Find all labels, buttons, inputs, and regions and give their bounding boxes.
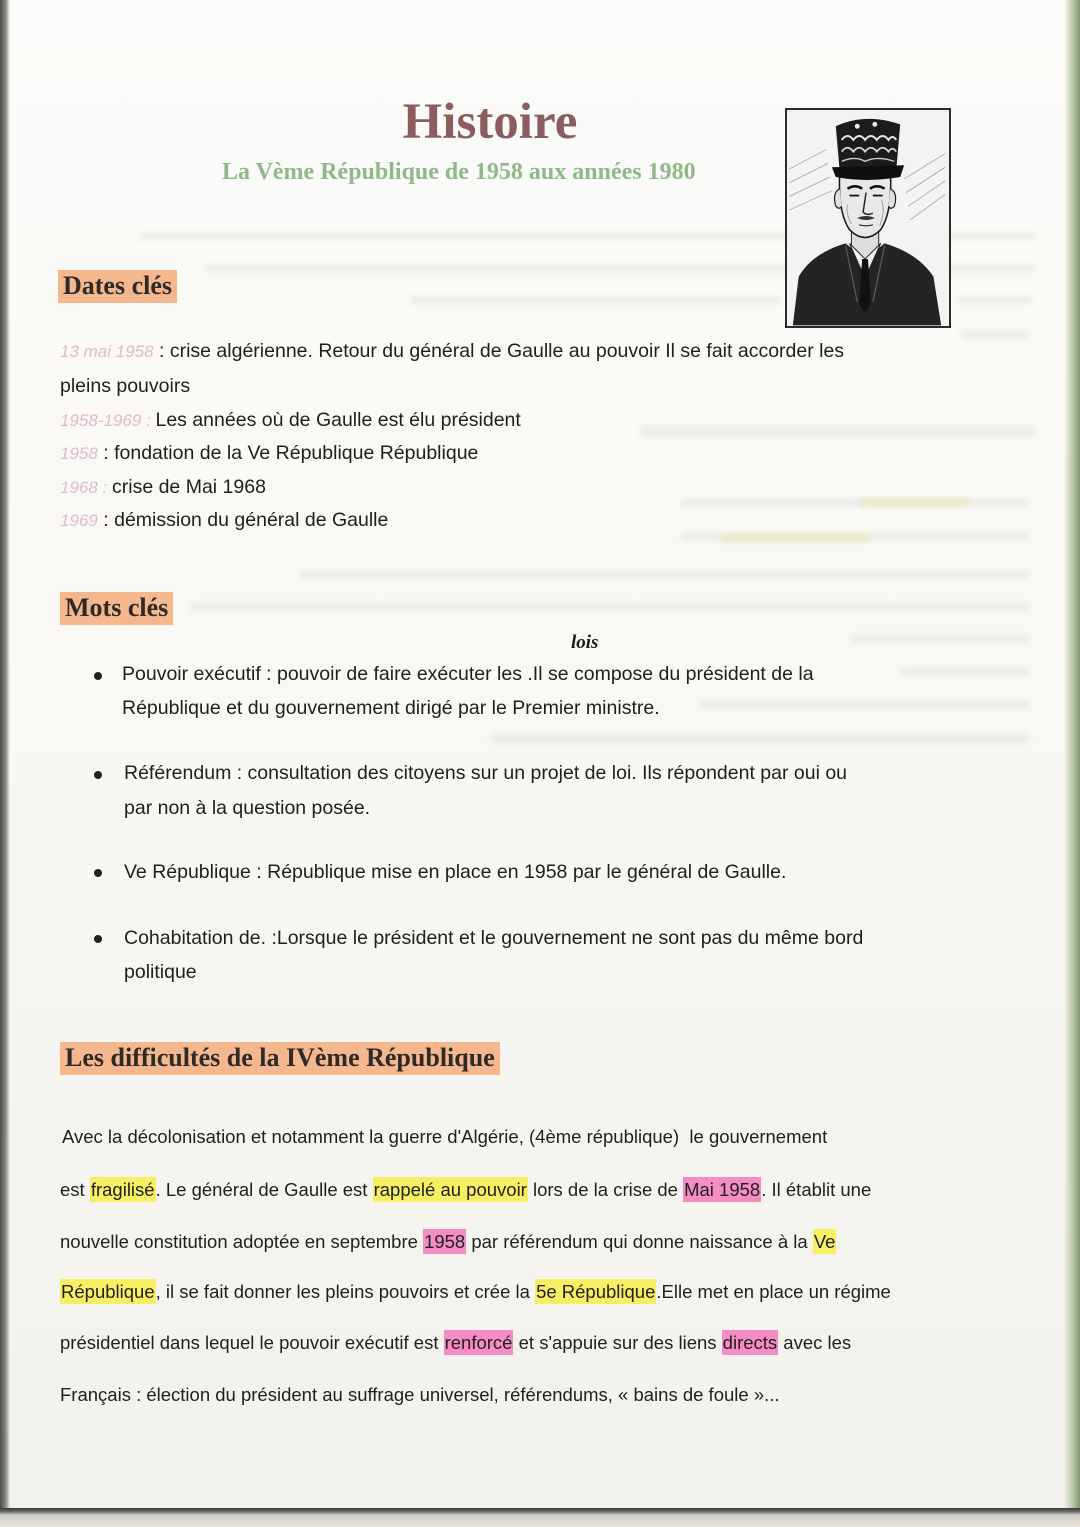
date-separator: :: [97, 478, 112, 497]
keyword-definition: par non à la question posée.: [124, 797, 371, 819]
keyword-definition: Référendum : consultation des citoyens sur un projet de loi. Ils répondent par oui ou: [124, 762, 848, 784]
date-description: Les années où de Gaulle est élu président: [155, 409, 521, 431]
date-separator: :: [141, 411, 156, 430]
date-separator: :: [97, 509, 115, 531]
highlight-pink: 1958: [424, 1231, 466, 1252]
paragraph-line: nouvelle constitution adoptée en septembre 1958 par référendum qui donne naissance à la Ve: [60, 1231, 836, 1252]
highlight-pink: directs: [722, 1332, 778, 1353]
keyword-definition: République et du gouvernement dirigé par le Premier ministre.: [122, 697, 660, 719]
date-item: [60, 474, 284, 500]
bullet-icon: [94, 672, 102, 680]
general-portrait-icon: [785, 108, 951, 328]
date-label: 1968: [60, 478, 98, 497]
date-separator: :: [97, 442, 115, 464]
keyword-definition: Pouvoir exécutif : pouvoir de faire exécuter les .Il se compose du président de la: [122, 663, 814, 685]
highlight-yellow: Ve: [813, 1231, 836, 1252]
date-description: crise de Mai 1968: [112, 476, 266, 498]
date-label: 1958: [60, 444, 98, 463]
highlight-pink: renforcé: [444, 1332, 513, 1353]
page-subtitle: La Vème République de 1958 aux années 1980: [222, 159, 696, 185]
section-heading-difficulties: Les difficultés de la IVème République: [60, 1042, 500, 1075]
keyword-definition: politique: [124, 961, 197, 983]
date-item: [60, 440, 503, 466]
keyword-definition: Ve République : République mise en place en 1958 par le général de Gaulle.: [124, 861, 787, 883]
date-label: 13 mai 1958: [60, 342, 154, 361]
paragraph-line: Français : élection du président au suffrage universel, référendums, « bains de foule »...: [60, 1384, 780, 1405]
date-description: démission du général de Gaulle: [114, 509, 389, 531]
handwritten-annotation: lois: [571, 632, 599, 653]
date-item: [60, 338, 916, 364]
section-heading-dates: Dates clés: [58, 270, 177, 303]
date-label: 1958-1969: [60, 411, 142, 430]
keyword-definition: Cohabitation de. :Lorsque le président et le gouvernement ne sont pas du même bord: [124, 927, 864, 949]
highlight-pink: Mai 1958: [684, 1179, 761, 1200]
date-label: 1969: [60, 511, 98, 530]
date-item: [60, 407, 546, 433]
highlight-yellow: République: [61, 1281, 155, 1302]
paragraph-line: Avec la décolonisation et notamment la guerre d'Algérie, (4ème république) le gouvernement: [62, 1126, 828, 1147]
bullet-icon: [94, 869, 102, 877]
date-description: fondation de la Ve République République: [114, 442, 479, 464]
paper-edge-right: [1064, 0, 1080, 1527]
date-separator: :: [153, 340, 170, 362]
page-title: Histoire: [402, 94, 578, 150]
bullet-icon: [94, 771, 102, 779]
paragraph-line: République, il se fait donner les pleins pouvoirs et crée la 5e République.Elle met en place un régime: [61, 1281, 891, 1302]
highlight-yellow: rappelé au pouvoir: [373, 1179, 527, 1200]
paragraph-line: présidentiel dans lequel le pouvoir exécutif est renforcé et s'appuie sur des liens directs avec les: [60, 1332, 852, 1353]
paragraph-line: est fragilisé. Le général de Gaulle est rappelé au pouvoir lors de la crise de Mai 1958. Il établit une: [60, 1179, 872, 1200]
date-description: crise algérienne. Retour du général de Gaulle au pouvoir Il se fait accorder les: [169, 340, 845, 362]
section-heading-keywords: Mots clés: [60, 592, 173, 625]
paper-edge-left: [0, 0, 10, 1527]
highlight-yellow: 5e République: [536, 1281, 656, 1302]
bullet-icon: [94, 935, 102, 943]
paper-edge-bottom: [0, 1508, 1080, 1527]
highlight-yellow: fragilisé: [90, 1179, 155, 1200]
date-item: [60, 507, 403, 533]
date-item-continuation: pleins pouvoirs: [60, 375, 191, 397]
